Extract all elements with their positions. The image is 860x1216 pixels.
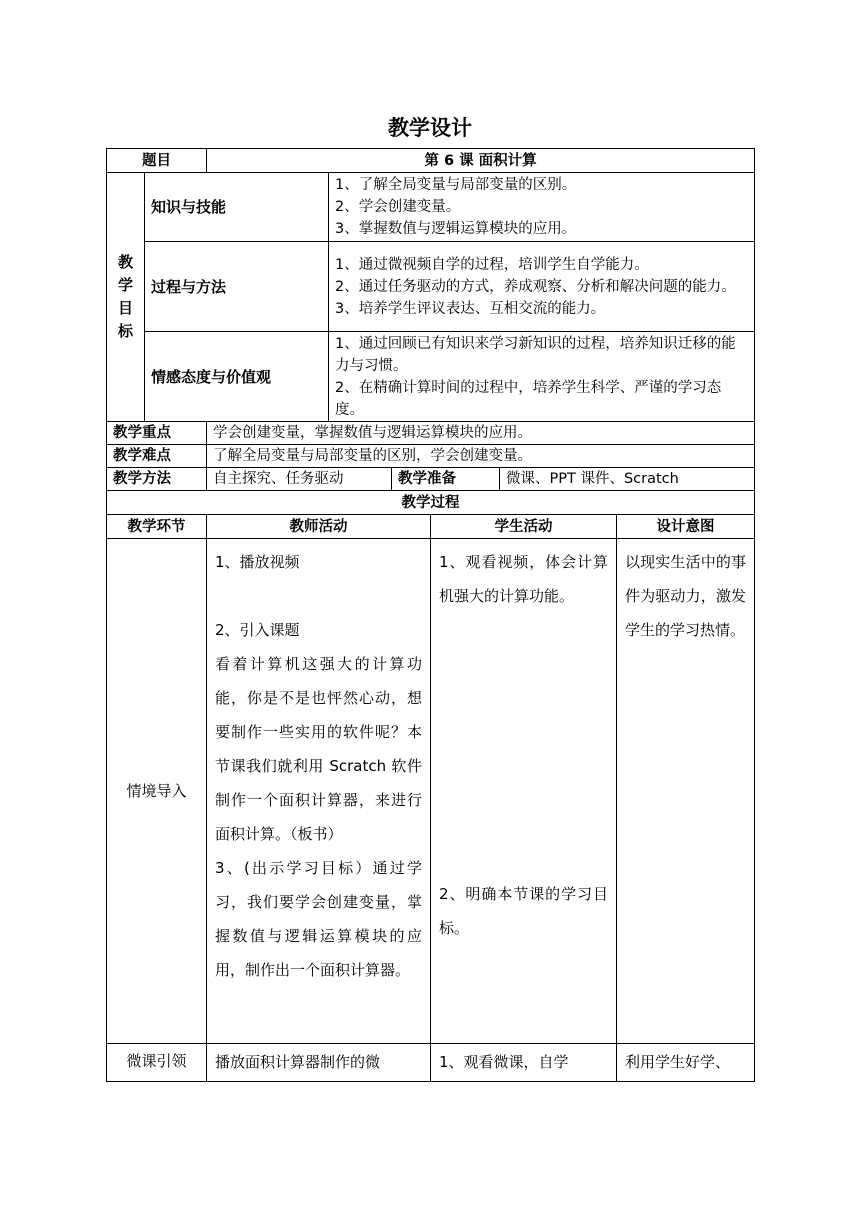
difficulty-value: 了解全局变量与局部变量的区别，学会创建变量。 [207,445,755,468]
stage-cell: 微课引领 [107,1044,207,1082]
key-point-label: 教学重点 [107,422,207,445]
teacher-activity: 1、播放视频 2、引入课题 看着计算机这强大的计算功能，你是不是也怦然心动，想要制作一些实用的软件呢？本节课我们就利用 Scratch 软件制作一个面积计算器，来进行面积计算。（板书） 3、(出示学习目标）通过学习，我们要学会创建变量，掌握数值与逻辑运算模块的应用，制作出一个面积计算器。 [207,539,431,1044]
design-intent: 利用学生好学、 [617,1044,755,1082]
goal-label-process: 过程与方法 [145,242,329,332]
topic-value: 第 6 课 面积计算 [207,149,755,173]
difficulty-label: 教学难点 [107,445,207,468]
goal-items-process: 1、通过微视频自学的过程，培训学生自学能力。 2、通过任务驱动的方式，养成观察、分析和解决问题的能力。 3、培养学生评议表达、互相交流的能力。 [329,242,755,332]
student-activity: 1、观看视频，体会计算机强大的计算功能。 2、明确本节课的学习目标。 [431,539,617,1044]
method-label: 教学方法 [107,468,207,491]
lesson-info-table [106,148,755,422]
design-intent: 以现实生活中的事件为驱动力，激发学生的学习热情。 [617,539,755,1044]
teacher-activity: 播放面积计算器制作的微 [207,1044,431,1082]
goals-group-label: 教 学 目 标 [107,173,145,422]
process-table [106,514,755,1082]
col-stage: 教学环节 [107,515,207,539]
stage-cell: 情境导入 [107,539,207,1044]
process-heading: 教学过程 [107,491,755,515]
prep-label: 教学准备 [392,468,500,491]
goal-items-knowledge: 1、了解全局变量与局部变量的区别。 2、学会创建变量。 3、掌握数值与逻辑运算模块的应用。 [329,173,755,242]
document-title: 教学设计 [388,116,472,140]
method-value: 自主探究、任务驱动 [207,468,392,491]
lesson-summary-table [106,421,755,515]
prep-value: 微课、PPT 课件、Scratch [500,468,755,491]
col-teacher: 教师活动 [207,515,431,539]
goal-label-attitude: 情感态度与价值观 [145,332,329,422]
col-intent: 设计意图 [617,515,755,539]
key-point-value: 学会创建变量，掌握数值与逻辑运算模块的应用。 [207,422,755,445]
col-student: 学生活动 [431,515,617,539]
topic-label: 题目 [107,149,207,173]
student-activity: 1、观看微课，自学 [431,1044,617,1082]
goal-items-attitude: 1、通过回顾已有知识来学习新知识的过程，培养知识迁移的能力与习惯。 2、在精确计算时间的过程中，培养学生科学、严谨的学习态度。 [329,332,755,422]
goal-label-knowledge: 知识与技能 [145,173,329,242]
